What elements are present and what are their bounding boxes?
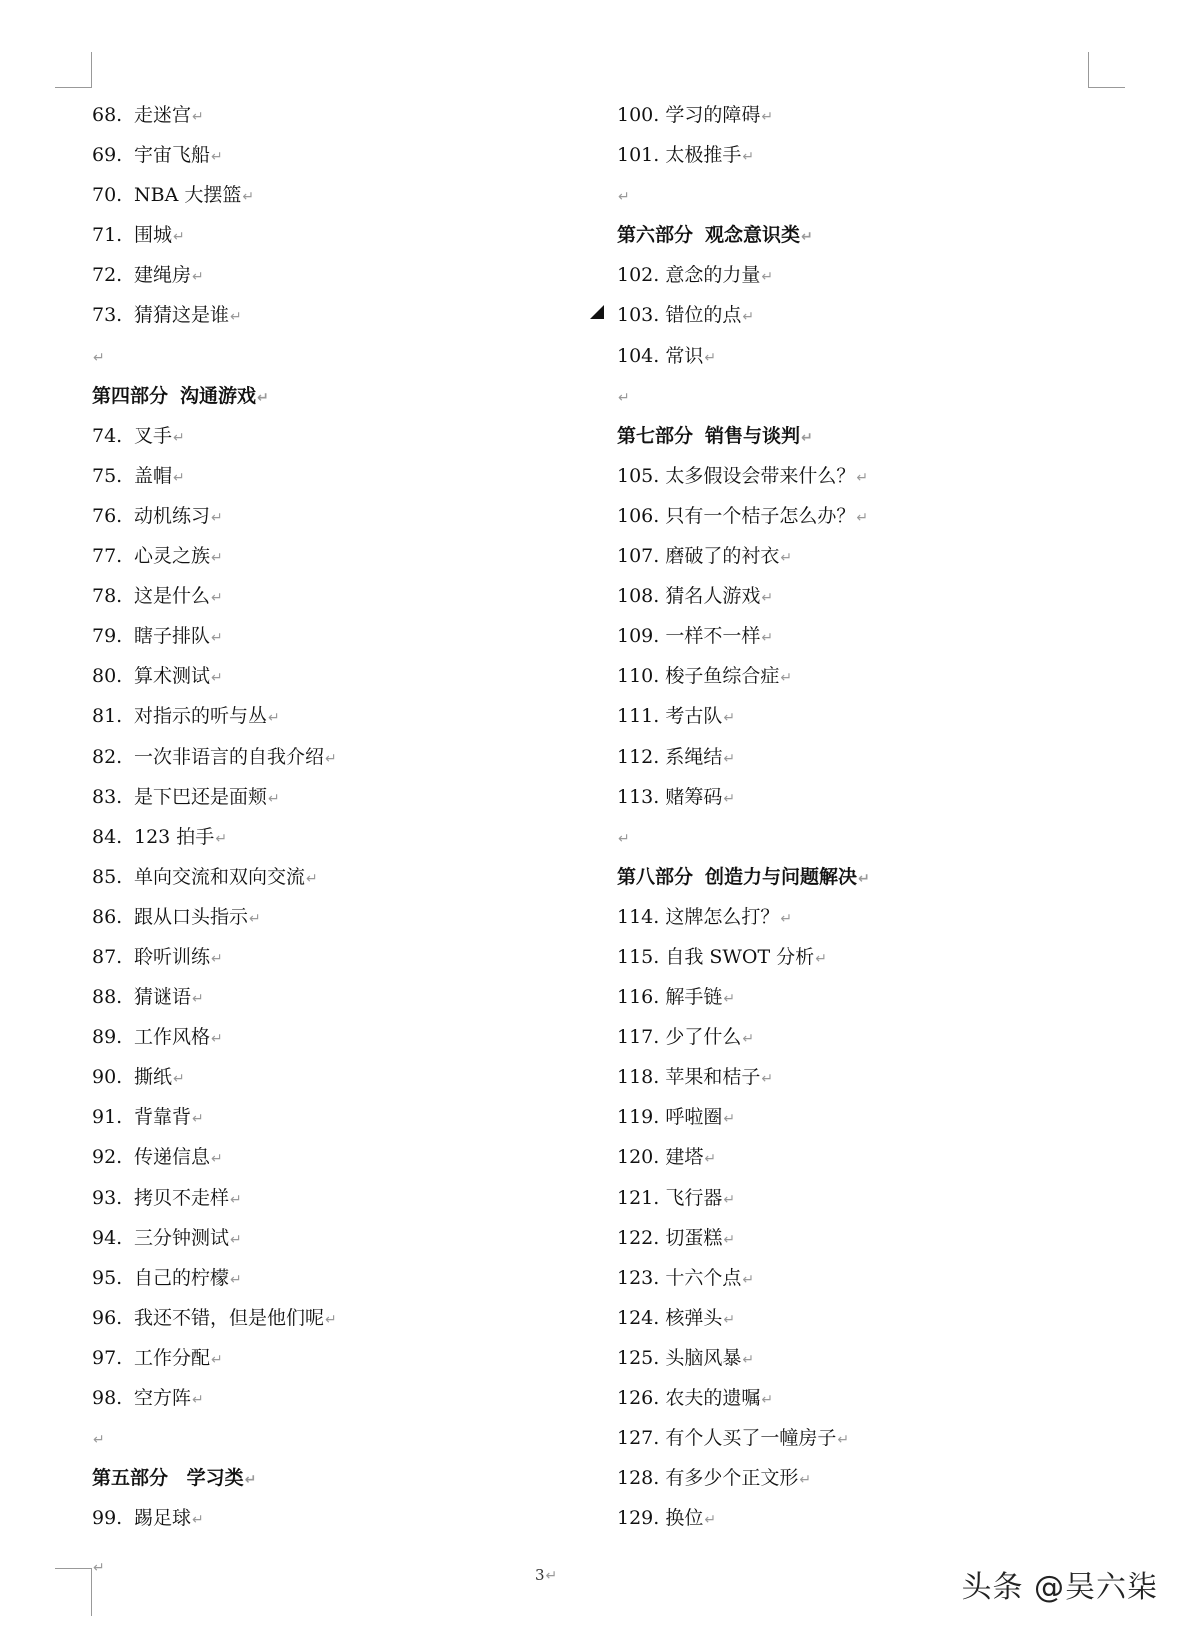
item-text: 建绳房: [134, 264, 192, 287]
list-item: [617, 1057, 1137, 1097]
item-text: 切蛋糕: [665, 1226, 723, 1249]
item-number: 88.: [92, 986, 123, 1009]
item-text: 赌筹码: [665, 785, 723, 808]
paragraph-mark: ↵: [723, 991, 736, 1008]
item-text: 苹果和桔子: [665, 1066, 761, 1089]
item-text: 123 拍手: [134, 825, 215, 848]
list-item: [92, 416, 562, 456]
paragraph-mark: ↵: [742, 309, 755, 326]
paragraph-mark: ↵: [545, 1568, 558, 1584]
paragraph-mark: ↵: [244, 1472, 257, 1489]
item-text: 系绳结: [665, 745, 723, 768]
item-number: 108.: [617, 585, 660, 608]
item-text: NBA 大摆篮: [134, 184, 242, 207]
item-number: 85.: [92, 865, 123, 888]
paragraph-mark: ↵: [618, 389, 630, 406]
paragraph-mark: ↵: [192, 269, 204, 286]
item-text: 错位的点: [665, 304, 742, 327]
list-item: [92, 1137, 562, 1177]
paragraph-mark: ↵: [211, 950, 223, 967]
item-text: 走迷宫: [134, 104, 192, 126]
list-item: [617, 576, 1137, 616]
paragraph-mark: ↵: [761, 590, 774, 607]
paragraph-mark: ↵: [192, 1392, 204, 1408]
blank-line: [617, 175, 1137, 215]
item-text: 这是什么: [134, 585, 211, 608]
list-item: [92, 977, 562, 1017]
item-text: 空方阵: [134, 1387, 192, 1409]
paragraph-mark: ↵: [173, 229, 185, 246]
paragraph-mark: ↵: [249, 910, 261, 927]
item-number: 105.: [617, 464, 660, 487]
crop-mark-bottom-left-h: [55, 1568, 92, 1569]
item-number: 119.: [617, 1106, 660, 1129]
paragraph-mark: ↵: [211, 149, 223, 166]
item-text: 工作风格: [134, 1026, 211, 1049]
paragraph-mark: ↵: [230, 1271, 242, 1288]
item-number: 109.: [617, 625, 660, 648]
list-item: [617, 1178, 1137, 1218]
item-text: 太极推手: [665, 144, 742, 167]
paragraph-mark: ↵: [215, 830, 228, 847]
item-text: 猜猜这是谁: [134, 304, 230, 327]
item-text: 学习的障碍: [665, 104, 761, 126]
item-number: 126.: [617, 1387, 660, 1409]
item-text: 飞行器: [665, 1186, 723, 1209]
list-item: [92, 1258, 562, 1298]
item-text: 有个人买了一幢房子: [665, 1427, 837, 1450]
item-number: 103.: [617, 304, 660, 327]
list-item: [617, 1218, 1137, 1258]
list-item: [92, 1498, 562, 1538]
paragraph-mark: ↵: [780, 550, 793, 567]
paragraph-mark: ↵: [742, 1031, 755, 1048]
item-text: 太多假设会带来什么？: [665, 464, 856, 487]
item-text: 拷贝不走样: [134, 1186, 230, 1209]
item-number: 128.: [617, 1467, 660, 1490]
list-item: [92, 897, 562, 937]
paragraph-mark: ↵: [230, 1231, 242, 1248]
list-item: [617, 897, 1137, 937]
item-text: 动机练习: [134, 504, 211, 527]
section-label: 第四部分: [92, 384, 169, 407]
list-item: [92, 1097, 562, 1137]
item-number: 90.: [92, 1066, 123, 1089]
list-item: [617, 1458, 1137, 1498]
list-item: [92, 255, 562, 295]
item-text: 宇宙飞船: [134, 144, 211, 167]
list-item: [92, 1378, 562, 1418]
paragraph-mark: ↵: [211, 509, 223, 526]
list-item: [617, 536, 1137, 576]
paragraph-mark: ↵: [268, 710, 280, 727]
item-number: 107.: [617, 545, 660, 568]
item-number: 81.: [92, 705, 123, 728]
list-item: [92, 215, 562, 255]
item-text: 踢足球: [134, 1507, 192, 1530]
item-number: 125.: [617, 1346, 660, 1369]
item-number: 73.: [92, 304, 123, 327]
section-title: 学习类: [180, 1467, 244, 1490]
item-number: 80.: [92, 665, 123, 688]
paragraph-mark: ↵: [723, 1111, 736, 1128]
item-text: 撕纸: [134, 1066, 173, 1089]
item-text: 围城: [134, 224, 173, 247]
item-number: 98.: [92, 1387, 123, 1409]
item-number: 94.: [92, 1226, 123, 1249]
paragraph-mark: ↵: [211, 590, 223, 607]
item-number: 68.: [92, 104, 123, 126]
list-item: [92, 1218, 562, 1258]
item-number: 78.: [92, 585, 123, 608]
paragraph-mark: ↵: [192, 1512, 204, 1529]
paragraph-mark: ↵: [93, 349, 105, 366]
item-text: 背靠背: [134, 1106, 192, 1129]
paragraph-mark: ↵: [856, 509, 869, 526]
section-label: 第八部分: [617, 865, 694, 888]
paragraph-mark: ↵: [742, 1271, 755, 1288]
item-number: 106.: [617, 504, 660, 527]
list-item: [617, 696, 1137, 736]
list-item: [617, 937, 1137, 977]
item-number: 112.: [617, 745, 660, 768]
section-title: 销售与谈判: [705, 424, 801, 447]
paragraph-mark: ↵: [268, 790, 280, 807]
list-item: [617, 1097, 1137, 1137]
item-text: 是下巴还是面颊: [134, 785, 268, 808]
crop-mark-top-right-v: [1088, 52, 1089, 88]
item-number: 70.: [92, 184, 123, 207]
list-item: [617, 336, 1137, 376]
list-item: [92, 1298, 562, 1338]
item-text: 单向交流和双向交流: [134, 865, 306, 888]
list-item: [92, 777, 562, 817]
item-number: 77.: [92, 545, 123, 568]
list-item: [92, 295, 562, 335]
paragraph-mark: ↵: [761, 269, 774, 286]
section-label: 第五部分: [92, 1467, 169, 1490]
item-number: 129.: [617, 1507, 660, 1530]
item-number: 114.: [617, 905, 660, 928]
paragraph-mark: ↵: [799, 1472, 812, 1489]
right-column-list: [617, 95, 1137, 1538]
list-item: [92, 737, 562, 777]
paragraph-mark: ↵: [306, 870, 318, 887]
list-item: [92, 576, 562, 616]
item-number: 82.: [92, 745, 123, 768]
item-number: 79.: [92, 625, 123, 648]
list-item: [617, 737, 1137, 777]
list-item: [617, 777, 1137, 817]
page-number-value: 3: [535, 1566, 545, 1584]
paragraph-mark: ↵: [173, 1071, 185, 1088]
list-item: [92, 536, 562, 576]
paragraph-mark: ↵: [230, 309, 242, 326]
item-number: 116.: [617, 986, 660, 1009]
paragraph-mark: ↵: [761, 1392, 774, 1408]
item-text: 头脑风暴: [665, 1346, 742, 1369]
list-item: [92, 1017, 562, 1057]
list-item: [617, 1017, 1137, 1057]
item-text: 猜名人游戏: [665, 585, 761, 608]
list-item: [92, 696, 562, 736]
list-item: [92, 616, 562, 656]
list-item: [617, 255, 1137, 295]
section-title: 观念意识类: [705, 224, 801, 247]
paragraph-mark: ↵: [93, 1432, 105, 1449]
list-item: [92, 817, 562, 857]
list-item: [617, 135, 1137, 175]
item-text: 磨破了的衬衣: [665, 545, 780, 568]
list-item: [617, 1498, 1137, 1538]
list-item: [92, 857, 562, 897]
paragraph-mark: ↵: [211, 670, 223, 687]
item-text: 农夫的遗嘱: [665, 1387, 761, 1409]
list-item: [617, 1418, 1137, 1458]
paragraph-mark: ↵: [618, 830, 630, 847]
item-number: 100.: [617, 104, 660, 126]
crop-mark-top-left-v: [91, 52, 92, 88]
paragraph-mark: ↵: [723, 1191, 736, 1208]
list-item: [617, 1258, 1137, 1298]
paragraph-mark: ↵: [723, 710, 736, 727]
item-number: 110.: [617, 665, 660, 688]
paragraph-mark: ↵: [618, 189, 630, 206]
item-text: 建塔: [665, 1146, 704, 1169]
item-text: 一样不一样: [665, 625, 761, 648]
paragraph-mark: ↵: [742, 1351, 755, 1368]
paragraph-mark: ↵: [704, 1151, 717, 1168]
item-number: 118.: [617, 1066, 660, 1089]
item-number: 71.: [92, 224, 123, 247]
item-number: 127.: [617, 1427, 660, 1450]
item-text: 梭子鱼综合症: [665, 665, 780, 688]
paragraph-mark: ↵: [815, 950, 827, 967]
item-text: 心灵之族: [134, 545, 211, 568]
paragraph-mark: ↵: [192, 1111, 204, 1128]
paragraph-mark: ↵: [211, 1151, 223, 1168]
item-text: 对指示的听与丛: [134, 705, 268, 728]
list-item: [617, 656, 1137, 696]
item-text: 十六个点: [665, 1266, 742, 1289]
item-number: 69.: [92, 144, 123, 167]
item-text: 传递信息: [134, 1146, 211, 1169]
paragraph-mark: ↵: [704, 349, 717, 366]
watermark: 头条 @吴六柒: [961, 1570, 1158, 1605]
item-text: 意念的力量: [665, 264, 761, 287]
list-item: [617, 295, 1137, 335]
paragraph-mark: ↵: [704, 1512, 717, 1529]
item-number: 93.: [92, 1186, 123, 1209]
paragraph-mark: ↵: [780, 670, 793, 687]
item-number: 124.: [617, 1306, 660, 1329]
item-number: 101.: [617, 144, 660, 167]
item-number: 74.: [92, 424, 123, 447]
section-title: 创造力与问题解决: [705, 865, 858, 888]
paragraph-mark: ↵: [257, 389, 269, 406]
item-text: 瞎子排队: [134, 625, 211, 648]
blank-line: [617, 817, 1137, 857]
section-label: 第七部分: [617, 424, 694, 447]
paragraph-mark: ↵: [173, 429, 185, 446]
list-item: [617, 496, 1137, 536]
item-number: 83.: [92, 785, 123, 808]
section-heading: [617, 857, 1137, 897]
item-number: 95.: [92, 1266, 123, 1289]
paragraph-mark: ↵: [173, 469, 185, 486]
item-number: 120.: [617, 1146, 660, 1169]
item-text: 常识: [665, 344, 704, 367]
item-number: 115.: [617, 945, 660, 968]
list-item: [92, 456, 562, 496]
list-item: [617, 977, 1137, 1017]
item-number: 72.: [92, 264, 123, 287]
item-text: 盖帽: [134, 464, 173, 487]
paragraph-mark: ↵: [761, 109, 774, 125]
paragraph-mark: ↵: [192, 991, 204, 1008]
item-number: 87.: [92, 945, 123, 968]
item-text: 叉手: [134, 424, 173, 447]
paragraph-mark: ↵: [211, 1031, 223, 1048]
list-item: [617, 1338, 1137, 1378]
item-number: 86.: [92, 905, 123, 928]
section-heading: [617, 416, 1137, 456]
item-number: 91.: [92, 1106, 123, 1129]
crop-mark-top-right-h: [1088, 87, 1125, 88]
item-number: 111.: [617, 705, 660, 728]
list-item: [92, 937, 562, 977]
paragraph-mark: ↵: [761, 630, 774, 647]
item-text: 少了什么: [665, 1026, 742, 1049]
item-text: 解手链: [665, 986, 723, 1009]
section-label: 第六部分: [617, 224, 694, 247]
section-heading: [617, 215, 1137, 255]
item-number: 84.: [92, 825, 123, 848]
item-text: 三分钟测试: [134, 1226, 230, 1249]
paragraph-mark: ↵: [801, 229, 813, 246]
crop-mark-top-left-h: [55, 87, 92, 88]
item-text: 自我 SWOT 分析: [665, 945, 815, 968]
paragraph-mark: ↵: [723, 1231, 736, 1248]
paragraph-mark: ↵: [723, 790, 736, 807]
item-text: 聆听训练: [134, 945, 211, 968]
outline-marker-icon: [590, 305, 604, 319]
item-number: 97.: [92, 1346, 123, 1369]
paragraph-mark: ↵: [211, 550, 223, 567]
paragraph-mark: ↵: [858, 870, 870, 887]
paragraph-mark: ↵: [856, 469, 869, 486]
item-number: 113.: [617, 785, 660, 808]
paragraph-mark: ↵: [192, 109, 204, 125]
item-text: 一次非语言的自我介绍: [134, 745, 325, 768]
item-number: 96.: [92, 1306, 123, 1329]
paragraph-mark: ↵: [211, 1351, 223, 1368]
list-item: [617, 456, 1137, 496]
item-number: 121.: [617, 1186, 660, 1209]
paragraph-mark: ↵: [723, 1311, 736, 1328]
paragraph-mark: ↵: [325, 750, 337, 767]
item-text: 呼啦圈: [665, 1106, 723, 1129]
item-text: 自己的柠檬: [134, 1266, 230, 1289]
list-item: [92, 95, 562, 135]
item-text: 我还不错，但是他们呢: [134, 1306, 325, 1329]
list-item: [617, 1137, 1137, 1177]
paragraph-mark: ↵: [801, 429, 813, 446]
paragraph-mark: ↵: [242, 189, 255, 206]
paragraph-mark: ↵: [230, 1191, 242, 1208]
list-item: [617, 1378, 1137, 1418]
item-text: 换位: [665, 1507, 704, 1530]
item-number: 122.: [617, 1226, 660, 1249]
list-item: [617, 616, 1137, 656]
list-item: [92, 135, 562, 175]
paragraph-mark: ↵: [325, 1311, 337, 1328]
list-item: [92, 1178, 562, 1218]
footer-paragraph-mark: ↵: [93, 1560, 105, 1576]
item-number: 89.: [92, 1026, 123, 1049]
item-number: 104.: [617, 344, 660, 367]
item-text: 猜谜语: [134, 986, 192, 1009]
list-item: [617, 95, 1137, 135]
item-text: 工作分配: [134, 1346, 211, 1369]
item-number: 92.: [92, 1146, 123, 1169]
item-text: 核弹头: [665, 1306, 723, 1329]
list-item: [92, 656, 562, 696]
item-text: 只有一个桔子怎么办？: [665, 504, 856, 527]
paragraph-mark: ↵: [742, 149, 755, 166]
list-item: [92, 496, 562, 536]
page-number: [535, 1566, 557, 1584]
section-heading: [92, 1458, 562, 1498]
blank-line: [617, 376, 1137, 416]
left-column-list: [92, 95, 562, 1538]
item-number: 99.: [92, 1507, 123, 1530]
list-item: [92, 1057, 562, 1097]
section-heading: [92, 376, 562, 416]
list-item: [92, 1338, 562, 1378]
paragraph-mark: ↵: [723, 750, 736, 767]
paragraph-mark: ↵: [761, 1071, 774, 1088]
list-item: [92, 175, 562, 215]
item-text: 考古队: [665, 705, 723, 728]
blank-line: [92, 1418, 562, 1458]
paragraph-mark: ↵: [837, 1432, 850, 1449]
crop-mark-bottom-left-v: [91, 1568, 92, 1616]
item-number: 75.: [92, 464, 123, 487]
item-text: 跟从口头指示: [134, 905, 249, 928]
blank-line: [92, 336, 562, 376]
section-title: 沟通游戏: [180, 384, 257, 407]
item-text: 算术测试: [134, 665, 211, 688]
list-item: [617, 1298, 1137, 1338]
item-text: 有多少个正文形: [665, 1467, 799, 1490]
paragraph-mark: ↵: [780, 910, 793, 927]
item-number: 102.: [617, 264, 660, 287]
item-number: 76.: [92, 504, 123, 527]
item-number: 123.: [617, 1266, 660, 1289]
item-number: 117.: [617, 1026, 660, 1049]
paragraph-mark: ↵: [211, 630, 223, 647]
item-text: 这牌怎么打？: [665, 905, 780, 928]
